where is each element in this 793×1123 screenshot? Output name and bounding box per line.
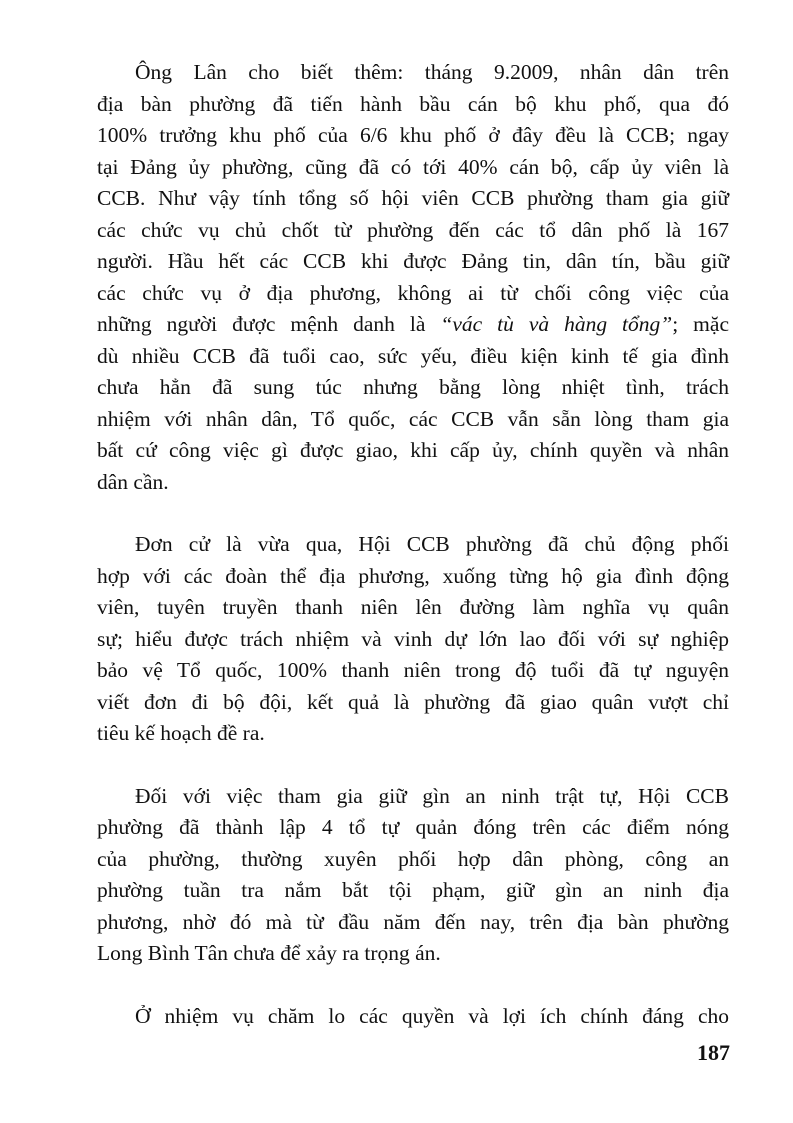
text-line: viết đơn đi bộ đội, kết quả là phường đã giao quân vượt chỉ <box>97 689 729 714</box>
text-line: phường đã thành lập 4 tổ tự quản đóng trên các điểm nóng <box>97 815 729 839</box>
page-number: 187 <box>697 1040 730 1065</box>
page-body <box>97 57 729 1063</box>
text-line: CCB. Như vậy tính tổng số hội viên CCB phường tham gia giữ <box>97 186 729 210</box>
italic-quote: “vác tù và hàng tổng” <box>440 312 673 336</box>
text-line: chưa hẳn đã sung túc nhưng bằng lòng nhiệt tình, trách <box>97 375 729 399</box>
text-line: Long Bình Tân chưa để xảy ra trọng án. <box>97 941 441 965</box>
text-line: hợp với các đoàn thể địa phương, xuống từng hộ gia đình động <box>97 563 729 588</box>
text-line: bảo vệ Tổ quốc, 100% thanh niên trong độ tuổi đã tự nguyện <box>97 658 729 682</box>
text-line: nhiệm với nhân dân, Tổ quốc, các CCB vẫn sẵn lòng tham gia <box>97 406 729 431</box>
text-line: các chức vụ chủ chốt từ phường đến các tổ dân phố là 167 <box>97 217 729 242</box>
text-line: Đối với việc tham gia giữ gìn an ninh trật tự, Hội CCB <box>135 783 729 808</box>
text-line: địa bàn phường đã tiến hành bầu cán bộ khu phố, qua đó <box>97 91 729 116</box>
text-line: 100% trưởng khu phố của 6/6 khu phố ở đây đều là CCB; ngay <box>97 123 729 147</box>
text-line: sự; hiểu được trách nhiệm và vinh dự lớn lao đối với sự nghiệp <box>97 626 729 651</box>
paragraph <box>97 1001 729 1033</box>
text-line: Ở nhiệm vụ chăm lo các quyền và lợi ích chính đáng cho <box>135 1003 729 1028</box>
text-line: dù nhiều CCB đã tuổi cao, sức yếu, điều kiện kinh tế gia đình <box>97 343 729 368</box>
text-line: bất cứ công việc gì được giao, khi cấp ủy, chính quyền và nhân <box>97 438 729 462</box>
text-line: các chức vụ ở địa phương, không ai từ chối công việc của <box>97 280 729 305</box>
text-line: Ông Lân cho biết thêm: tháng 9.2009, nhân dân trên <box>135 60 729 84</box>
paragraph <box>97 57 729 498</box>
text-line <box>97 309 729 341</box>
text-line: Đơn cử là vừa qua, Hội CCB phường đã chủ động phối <box>135 532 729 556</box>
text-line: phương, nhờ đó mà từ đầu năm đến nay, trên địa bàn phường <box>97 909 729 934</box>
text-line: người. Hầu hết các CCB khi được Đảng tin, dân tín, bầu giữ <box>97 249 729 273</box>
text-line: dân cần. <box>97 469 169 494</box>
text-line: tiêu kế hoạch đề ra. <box>97 721 265 745</box>
paragraph <box>97 529 729 750</box>
text-line: của phường, thường xuyên phối hợp dân phòng, công an <box>97 846 729 871</box>
text-segment: những người được mệnh danh là <box>97 312 441 336</box>
text-segment: ; mặc <box>672 312 729 336</box>
paragraph <box>97 781 729 970</box>
text-line: tại Đảng ủy phường, cũng đã có tới 40% cán bộ, cấp ủy viên là <box>97 154 729 179</box>
text-line: phường tuần tra nắm bắt tội phạm, giữ gìn an ninh địa <box>97 878 729 902</box>
text-line: viên, tuyên truyền thanh niên lên đường làm nghĩa vụ quân <box>97 595 729 619</box>
